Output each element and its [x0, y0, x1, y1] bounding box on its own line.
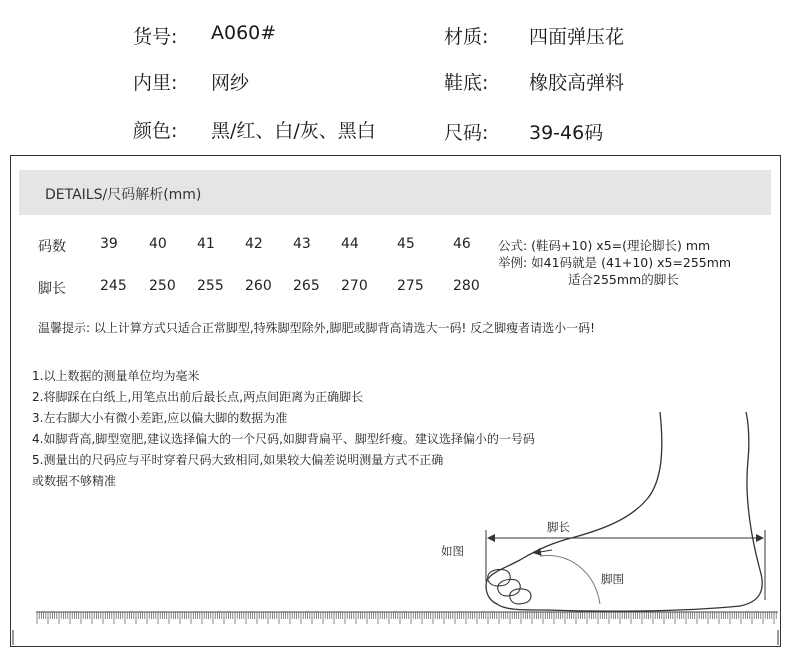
- length-row-label: 脚长: [38, 281, 66, 297]
- spec-color-value: 黑/红、白/灰、黑白: [211, 120, 376, 142]
- spec-sole-label: 鞋底:: [444, 72, 489, 94]
- spec-size-value: 39-46码: [529, 122, 604, 144]
- formula-example: 举例: 如41码就是 (41+10) x5=255mm: [498, 255, 732, 270]
- details-title: DETAILS/尺码解析(mm): [45, 187, 202, 203]
- length-cell: 245: [100, 278, 127, 294]
- spec-color-label: 颜色:: [133, 120, 178, 142]
- size-cell: 46: [453, 236, 471, 252]
- note-item: 5.测量出的尺码应与平时穿着尺码大致相同,如果较大偏差说明测量方式不正确: [32, 453, 444, 467]
- formula-line: 公式: (鞋码+10) x5=(理论脚长) mm: [498, 238, 711, 253]
- size-cell: 44: [341, 236, 359, 252]
- spec-item-no-value: A060#: [211, 22, 277, 44]
- size-cell: 42: [245, 236, 263, 252]
- length-cell: 270: [341, 278, 368, 294]
- size-cell: 39: [100, 236, 118, 252]
- toe-shape: [510, 589, 531, 604]
- size-cell: 43: [293, 236, 311, 252]
- length-cell: 265: [293, 278, 320, 294]
- size-cell: 40: [149, 236, 167, 252]
- length-cell: 280: [453, 278, 480, 294]
- note-item: 2.将脚踩在白纸上,用笔点出前后最长点,两点间距离为正确脚长: [32, 390, 364, 404]
- foot-length-label: 脚长: [547, 520, 570, 534]
- spec-material-label: 材质:: [444, 26, 489, 48]
- size-cell: 41: [197, 236, 215, 252]
- length-cell: 275: [397, 278, 424, 294]
- spec-material-value: 四面弹压花: [529, 26, 625, 48]
- spec-sole-value: 橡胶高弹料: [529, 72, 625, 94]
- note-item: 3.左右脚大小有微小差距,应以偏大脚的数据为准: [32, 411, 288, 425]
- length-cell: 255: [197, 278, 224, 294]
- foot-outline: [486, 412, 762, 611]
- spec-lining-label: 内里:: [133, 72, 178, 94]
- warm-tip: 温馨提示: 以上计算方式只适合正常脚型,特殊脚型除外,脚肥或脚背高请选大一码! 反之脚瘦者请选小一码!: [38, 321, 595, 335]
- spec-item-no-label: 货号:: [133, 26, 178, 48]
- note-item: 1.以上数据的测量单位均为毫米: [32, 369, 200, 383]
- figure-caption: 如图: [441, 544, 464, 558]
- length-cell: 260: [245, 278, 272, 294]
- ruler-ticks: [37, 612, 776, 624]
- note-item: 或数据不够精准: [32, 474, 117, 488]
- spec-size-label: 尺码:: [444, 122, 489, 144]
- girth-curve: [540, 555, 600, 604]
- length-cell: 250: [149, 278, 176, 294]
- note-item: 4.如脚背高,脚型宽肥,建议选择偏大的一个尺码,如脚背扁平、脚型纤瘦。建议选择偏小的一号码: [32, 432, 535, 446]
- formula-result: 适合255mm的脚长: [568, 272, 679, 287]
- foot-girth-label: 脚围: [601, 572, 624, 586]
- size-cell: 45: [397, 236, 415, 252]
- spec-lining-value: 网纱: [211, 72, 250, 94]
- size-row-label: 码数: [38, 239, 66, 255]
